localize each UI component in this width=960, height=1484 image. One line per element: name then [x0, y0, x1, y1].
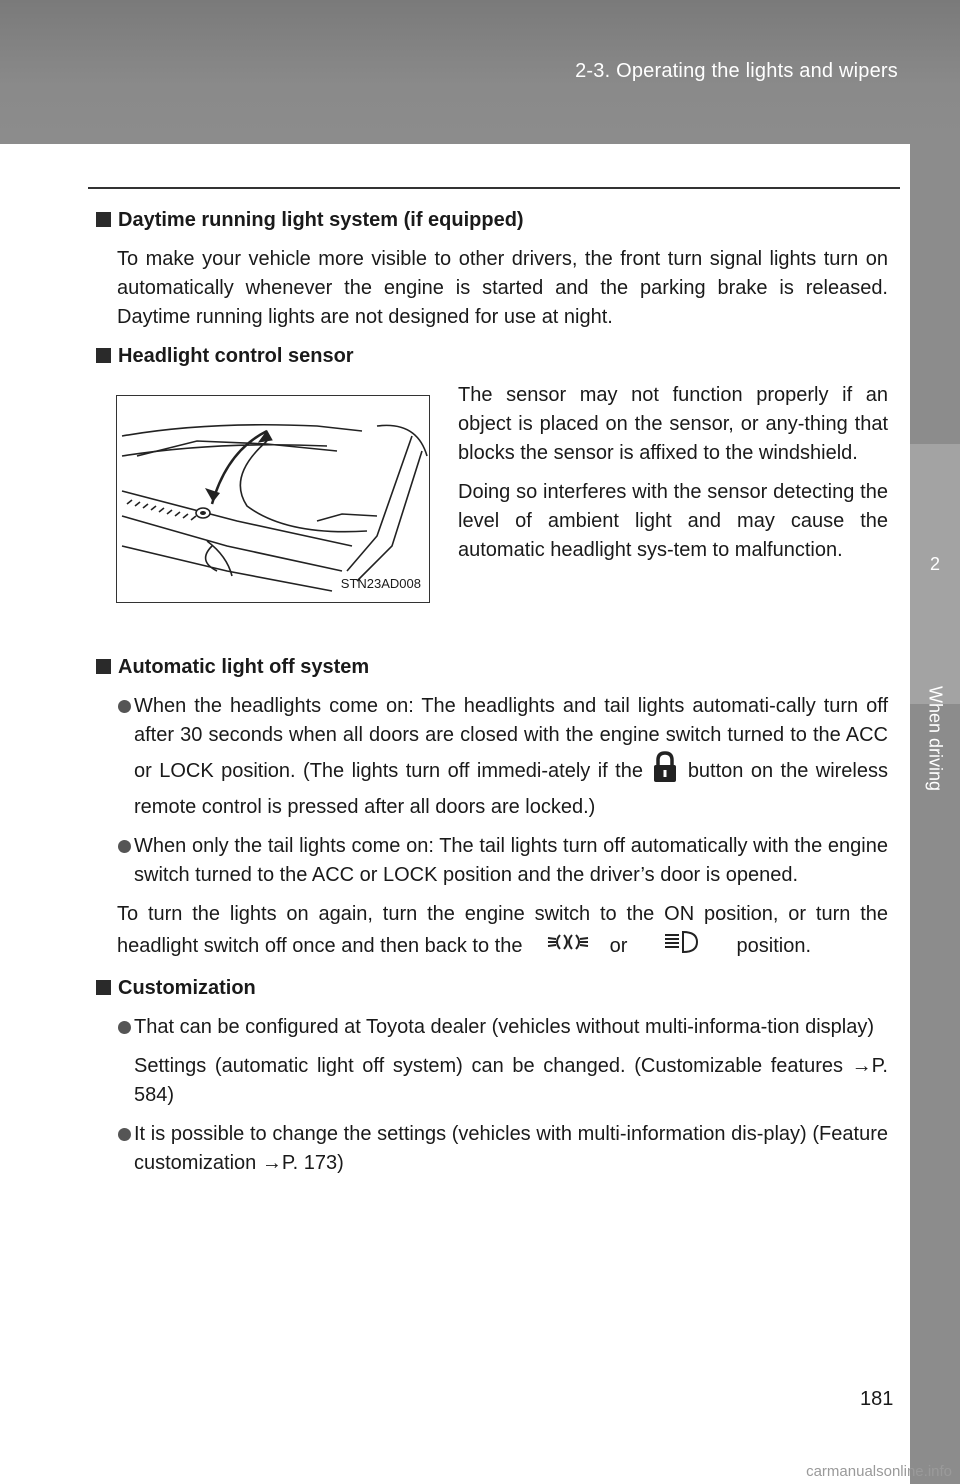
headlight-icon [661, 929, 701, 964]
square-bullet-icon [96, 212, 111, 227]
list-item [96, 832, 888, 890]
list-item [96, 1013, 888, 1042]
bullet-text: That can be configured at Toyota dealer (vehicles without multi-informa-tion display) [134, 1016, 874, 1038]
note-text: To turn the lights on again, turn the engine switch to the ON position, or turn the headlight switch off once and then back to the [117, 903, 888, 957]
drl-paragraph: To make your vehicle more visible to other drivers, the front turn signal lights turn on automatically whenever the engine is started and the parking brake is released. Daytime running lights are not designed for use at night. [117, 248, 888, 328]
sensor-illustration [116, 395, 430, 603]
bullet-text: When the headlights come on: The headlights and tail lights automati-cally turn off after 30 seconds when all doors are closed with the engine switch turned to the ACC or LOCK position. (The lights turn off immedi-ately if the [134, 695, 888, 782]
chapter-number: 2 [910, 444, 960, 704]
section-heading-drl [96, 206, 888, 235]
watermark: carmanualsonline.info [806, 1463, 952, 1480]
bullet-text: When only the tail lights come on: The tail lights turn off automatically with the engine switch turned to the ACC or LOCK position and the driver’s door is opened. [134, 835, 888, 886]
heading-text: Customization [118, 977, 256, 999]
bullet-text: button on the wireless remote control is pressed after all doors are locked.) [134, 759, 888, 818]
auto-off-note [117, 900, 888, 964]
square-bullet-icon [96, 980, 111, 995]
section-heading-auto-off [96, 653, 888, 682]
note-or: or [609, 934, 628, 957]
list-item [96, 1120, 888, 1178]
bullet-text: It is possible to change the settings (vehicles with multi-information dis-play) (Feature customization →P. 173) [134, 1123, 888, 1174]
round-bullet-icon [118, 1128, 131, 1141]
sensor-description [458, 381, 888, 575]
round-bullet-icon [118, 1021, 131, 1034]
sensor-paragraph-2: Doing so interferes with the sensor detecting the level of ambient light and may cause the automatic headlight sys-tem to malfunction. [458, 481, 888, 561]
customization-settings-note: Settings (automatic light off system) can be changed. (Customizable features →P. 584) [134, 1055, 888, 1106]
chapter-side-tab [910, 144, 960, 1484]
heading-text: Daytime running light system (if equipped) [118, 209, 524, 231]
section-title: 2-3. Operating the lights and wipers [575, 60, 898, 82]
round-bullet-icon [118, 840, 131, 853]
page-header [0, 0, 960, 144]
lock-icon [650, 750, 680, 793]
tail-light-icon [546, 930, 590, 963]
chapter-label: When driving [925, 686, 946, 792]
sensor-block [96, 381, 888, 647]
note-text: position. [736, 934, 812, 957]
section-heading-sensor [96, 342, 888, 371]
square-bullet-icon [96, 659, 111, 674]
page-number: 181 [860, 1388, 894, 1410]
round-bullet-icon [118, 700, 131, 713]
heading-text: Headlight control sensor [118, 345, 354, 367]
section-heading-customization [96, 974, 888, 1003]
sensor-paragraph-1: The sensor may not function properly if an object is placed on the sensor, or any-thing that blocks the sensor is affixed to the windshield. [458, 384, 888, 464]
heading-text: Automatic light off system [118, 656, 370, 678]
header-rule [88, 187, 900, 189]
list-item [96, 692, 888, 822]
square-bullet-icon [96, 348, 111, 363]
page-content [96, 206, 888, 1188]
figure-code: STN23AD008 [340, 576, 421, 591]
